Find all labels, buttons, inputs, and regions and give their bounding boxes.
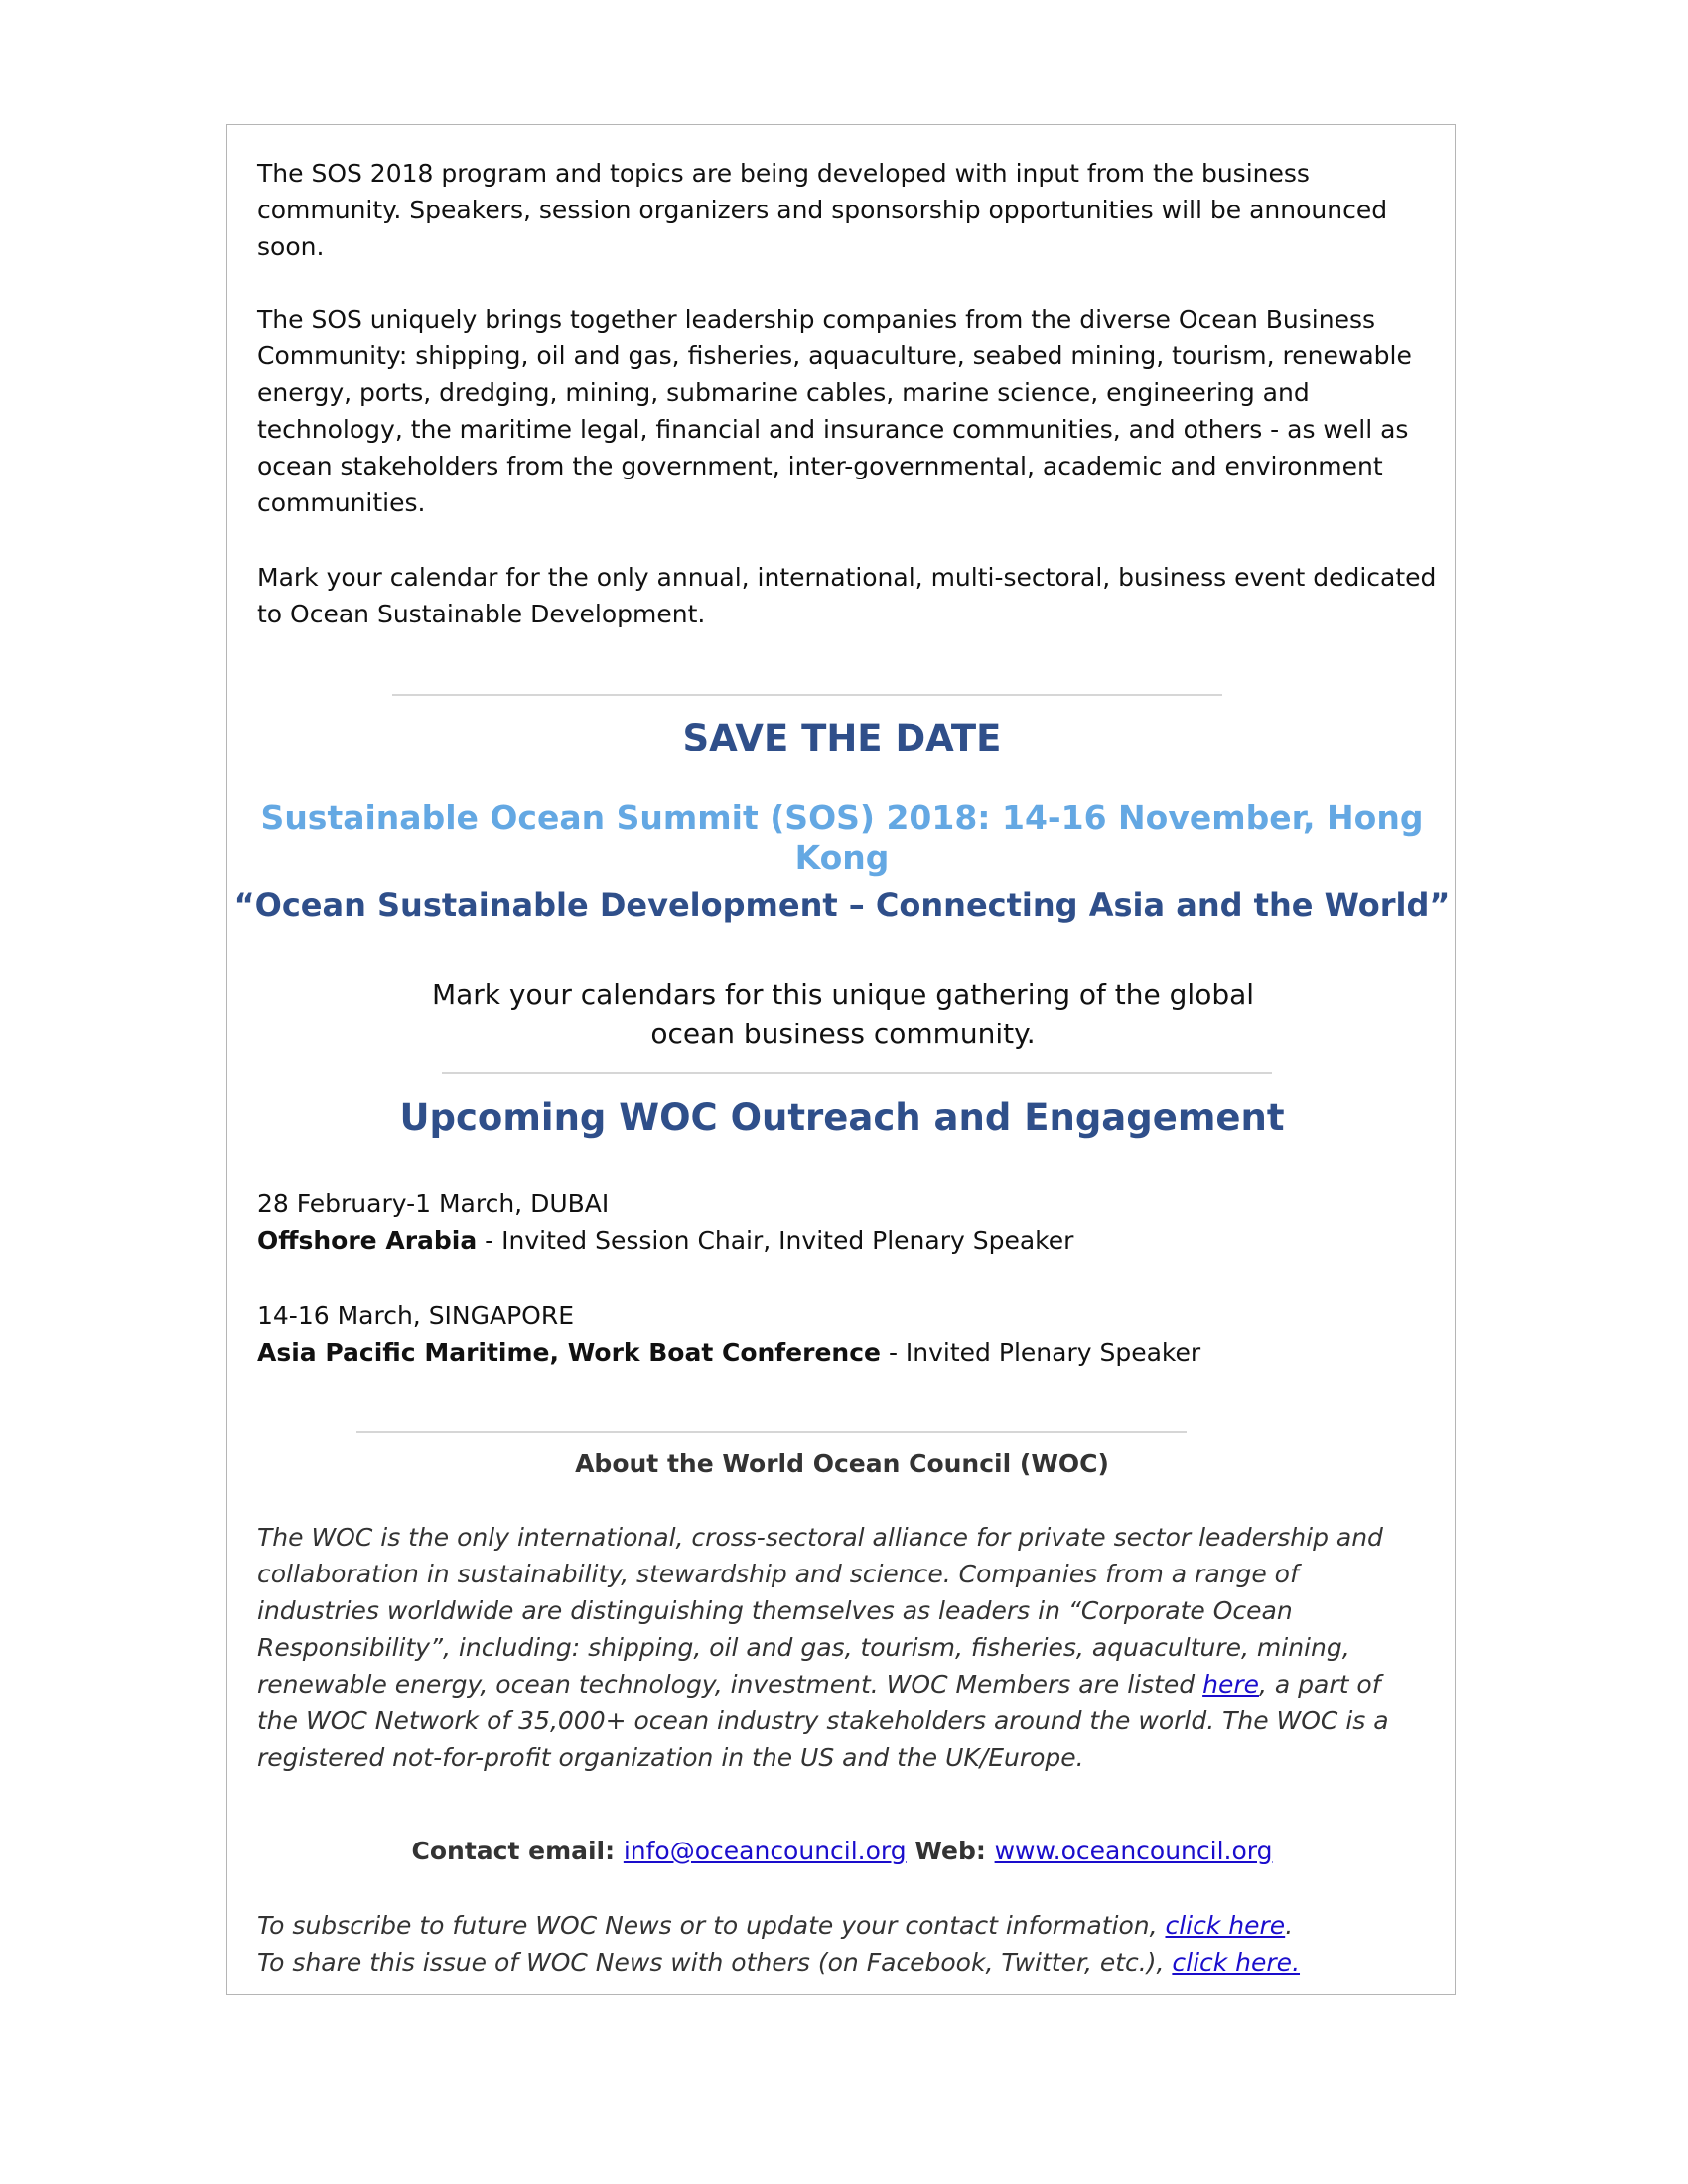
email-link[interactable]: info@oceancouncil.org xyxy=(623,1837,907,1865)
intro-paragraph-3: Mark your calendar for the only annual, international, multi-sectoral, business event dedicated to Ocean Sustainable Development. xyxy=(257,563,1437,628)
about-heading: About the World Ocean Council (WOC) xyxy=(575,1449,1109,1478)
divider xyxy=(356,1431,1187,1433)
contact-web-label: Web: xyxy=(906,1837,995,1865)
contact-email-label: Contact email: xyxy=(411,1837,624,1865)
event-theme: “Ocean Sustainable Development – Connecting Asia and the World” xyxy=(233,887,1451,924)
event-name: Asia Pacific Maritime, Work Boat Conference xyxy=(257,1338,881,1367)
newsletter-frame xyxy=(226,124,1456,1995)
divider xyxy=(392,694,1222,696)
event-role: - Invited Plenary Speaker xyxy=(881,1338,1201,1367)
subscribe-line xyxy=(257,1907,1439,1944)
event-line xyxy=(257,1334,1439,1371)
about-text-part: The WOC is the only international, cross-sectoral alliance for private sector leadership and collaboration in sustainability, stewardship and science. Companies from a range of industries worldwide are distinguishing themselves as leaders in “Corporate Ocean Responsibility”, including: shipping, oil and gas, tourism, fisheries, aquaculture, mining, renewable energy, ocean technology, investment. WOC Members are listed xyxy=(257,1523,1383,1699)
event-date: 14-16 March, SINGAPORE xyxy=(257,1301,575,1330)
subscribe-end: . xyxy=(1285,1911,1294,1940)
event-date: 28 February-1 March, DUBAI xyxy=(257,1189,610,1218)
share-link[interactable]: click here. xyxy=(1172,1948,1301,1977)
divider xyxy=(442,1072,1272,1074)
save-date-note: Mark your calendars for this unique gathering of the global ocean business community. xyxy=(431,978,1255,1050)
outreach-event xyxy=(257,1185,1439,1259)
about-text xyxy=(257,1519,1389,1776)
event-title: Sustainable Ocean Summit (SOS) 2018: 14-16 November, Hong Kong xyxy=(260,798,1424,877)
event-name: Offshore Arabia xyxy=(257,1226,478,1255)
web-link[interactable]: www.oceancouncil.org xyxy=(994,1837,1273,1865)
outreach-event xyxy=(257,1297,1439,1371)
contact-line xyxy=(227,1833,1457,1869)
event-role: - Invited Session Chair, Invited Plenary Speaker xyxy=(477,1226,1074,1255)
save-the-date-heading: SAVE THE DATE xyxy=(682,717,1002,759)
subscribe-text: To subscribe to future WOC News or to update your contact information, xyxy=(257,1911,1166,1940)
members-link[interactable]: here xyxy=(1202,1670,1260,1699)
event-line xyxy=(257,1222,1439,1259)
share-text: To share this issue of WOC News with others (on Facebook, Twitter, etc.), xyxy=(257,1948,1173,1977)
outreach-heading: Upcoming WOC Outreach and Engagement xyxy=(399,1096,1285,1139)
subscribe-link[interactable]: click here xyxy=(1165,1911,1286,1940)
about-text-part: , a part of the WOC Network of 35,000+ ocean industry stakeholders around the world. The WOC is a registered not-for-profit organization in the US and the UK/Europe. xyxy=(257,1670,1389,1772)
intro-paragraph-2: The SOS uniquely brings together leadership companies from the diverse Ocean Business Community: shipping, oil and gas, fisheries, aquaculture, seabed mining, tourism, renewable energy, ports, dredging, mining, submarine cables, marine science, engineering and technology, the maritime legal, financial and insurance communities, and others - as well as ocean stakeholders from the government, inter-governmental, academic and environment communities. xyxy=(257,305,1412,517)
share-line xyxy=(257,1944,1439,1980)
intro-paragraph-1: The SOS 2018 program and topics are being developed with input from the business community. Speakers, session organizers and sponsorship opportunities will be announced soon. xyxy=(257,159,1388,261)
